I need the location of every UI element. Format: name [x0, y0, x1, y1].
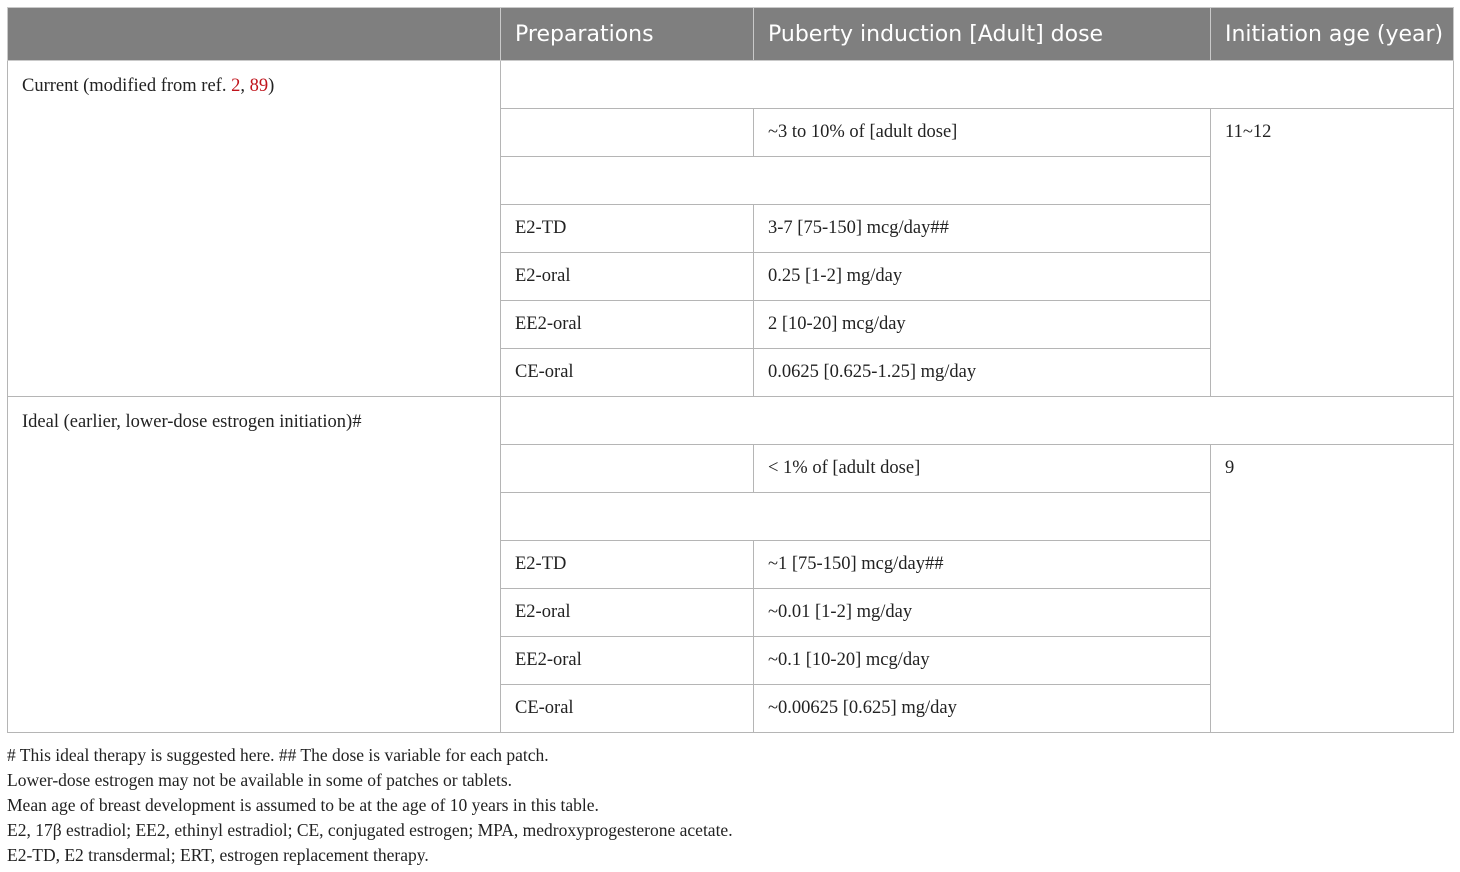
- footnote: E2-TD, E2 transdermal; ERT, estrogen replacement therapy.: [7, 845, 429, 865]
- preparation-cell: E2-oral: [501, 589, 754, 637]
- estrogen-dose-table: [7, 7, 1454, 733]
- summary-dose-cell: < 1% of [adult dose]: [754, 445, 1211, 493]
- preparation-cell: CE-oral: [501, 349, 754, 397]
- preparation-cell: E2-TD: [501, 541, 754, 589]
- initiation-age-cell: 9: [1211, 445, 1454, 733]
- reference-link[interactable]: 2: [231, 76, 241, 96]
- empty-cell: [501, 493, 1211, 541]
- header-preparations: Preparations: [501, 8, 754, 61]
- empty-cell: [501, 61, 1454, 109]
- dose-cell: 3-7 [75-150] mcg/day##: [754, 205, 1211, 253]
- group-label-current: Current (modified from ref. 2, 89): [8, 61, 501, 397]
- dose-cell: ~0.01 [1-2] mg/day: [754, 589, 1211, 637]
- footnote: E2, 17β estradiol; EE2, ethinyl estradiol; CE, conjugated estrogen; MPA, medroxyprogesterone acetate.: [7, 820, 733, 840]
- table-container: [7, 7, 1453, 733]
- dose-cell: 0.25 [1-2] mg/day: [754, 253, 1211, 301]
- footnote: Lower-dose estrogen may not be available in some of patches or tablets.: [7, 770, 513, 790]
- header-empty: [8, 8, 501, 61]
- footnote: # This ideal therapy is suggested here. ## The dose is variable for each patch.: [7, 745, 549, 765]
- empty-cell: [501, 157, 1211, 205]
- preparation-cell: EE2-oral: [501, 637, 754, 685]
- empty-cell: [501, 397, 1454, 445]
- preparation-cell: E2-TD: [501, 205, 754, 253]
- group-label-ideal: Ideal (earlier, lower-dose estrogen initiation)#: [8, 397, 501, 733]
- empty-cell: [501, 445, 754, 493]
- preparation-cell: E2-oral: [501, 253, 754, 301]
- header-initiation-age: Initiation age (year): [1211, 8, 1454, 61]
- table-row: [8, 397, 1454, 445]
- dose-cell: 0.0625 [0.625-1.25] mg/day: [754, 349, 1211, 397]
- initiation-age-cell: 11~12: [1211, 109, 1454, 397]
- preparation-cell: CE-oral: [501, 685, 754, 733]
- summary-dose-cell: ~3 to 10% of [adult dose]: [754, 109, 1211, 157]
- table-footnotes: [7, 743, 733, 868]
- header-dose: Puberty induction [Adult] dose: [754, 8, 1211, 61]
- preparation-cell: EE2-oral: [501, 301, 754, 349]
- footnote: Mean age of breast development is assumed to be at the age of 10 years in this table.: [7, 795, 599, 815]
- dose-cell: ~1 [75-150] mcg/day##: [754, 541, 1211, 589]
- header-row: [8, 8, 1454, 61]
- table-row: [8, 61, 1454, 109]
- empty-cell: [501, 109, 754, 157]
- reference-link[interactable]: 89: [249, 76, 269, 96]
- dose-cell: 2 [10-20] mcg/day: [754, 301, 1211, 349]
- dose-cell: ~0.1 [10-20] mcg/day: [754, 637, 1211, 685]
- dose-cell: ~0.00625 [0.625] mg/day: [754, 685, 1211, 733]
